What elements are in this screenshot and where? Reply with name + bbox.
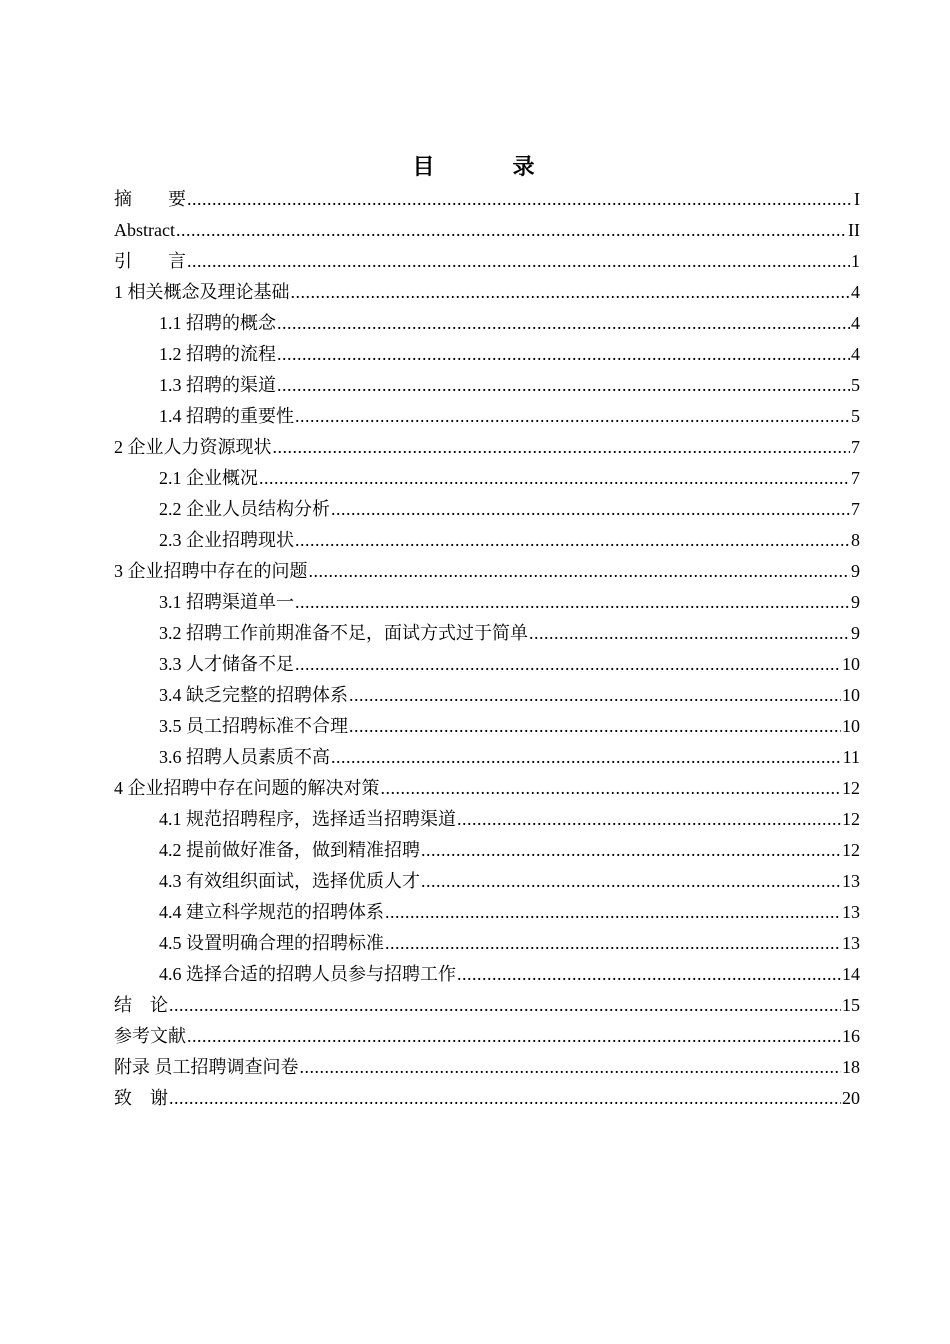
toc-dot-leader <box>385 928 841 959</box>
toc-entry-page-number: 13 <box>842 933 860 953</box>
toc-entry-label: 2.3 企业招聘现状 <box>159 530 294 550</box>
toc-entry[interactable] <box>114 339 860 370</box>
toc-entry[interactable] <box>114 866 860 897</box>
toc-entry[interactable] <box>114 184 860 215</box>
toc-entry-label: 1.2 招聘的流程 <box>159 344 276 364</box>
toc-entry-label: 3.3 人才储备不足 <box>159 654 294 674</box>
toc-entry[interactable] <box>114 804 860 835</box>
toc-dot-leader <box>187 184 853 215</box>
toc-entry-label: 结 论 <box>114 995 168 1015</box>
toc-entry-page-number: 1 <box>851 251 860 271</box>
toc-dot-leader <box>277 339 850 370</box>
toc-dot-leader <box>259 463 850 494</box>
toc-entry-label: 4.5 设置明确合理的招聘标准 <box>159 933 384 953</box>
toc-entry-page-number: 10 <box>842 654 860 674</box>
toc-entry-page-number: 9 <box>851 623 860 643</box>
toc-entry-page-number: 7 <box>851 468 860 488</box>
toc-entry-label: 2.1 企业概况 <box>159 468 258 488</box>
toc-dot-leader <box>300 1052 842 1083</box>
toc-entry[interactable] <box>114 1052 860 1083</box>
toc-entry-page-number: 7 <box>851 499 860 519</box>
table-of-contents <box>114 184 860 1114</box>
toc-entry-label: 附录 员工招聘调查问卷 <box>114 1057 299 1077</box>
toc-entry-label: 4.4 建立科学规范的招聘体系 <box>159 902 384 922</box>
toc-dot-leader <box>295 649 841 680</box>
toc-dot-leader <box>381 773 842 804</box>
toc-entry-page-number: 18 <box>842 1057 860 1077</box>
toc-entry-label: 2 企业人力资源现状 <box>114 437 272 457</box>
toc-dot-leader <box>331 494 850 525</box>
toc-dot-leader <box>277 370 850 401</box>
toc-entry[interactable] <box>114 773 860 804</box>
toc-entry[interactable] <box>114 463 860 494</box>
toc-entry[interactable] <box>114 432 860 463</box>
toc-dot-leader <box>295 525 850 556</box>
toc-entry[interactable] <box>114 587 860 618</box>
toc-entry[interactable] <box>114 1083 860 1114</box>
toc-dot-leader <box>295 401 850 432</box>
toc-entry-label: 参考文献 <box>114 1026 186 1046</box>
toc-dot-leader <box>176 215 847 246</box>
toc-title: 目 录 <box>412 155 563 180</box>
toc-entry-page-number: 13 <box>842 902 860 922</box>
toc-entry[interactable] <box>114 1021 860 1052</box>
toc-entry-page-number: 4 <box>851 313 860 333</box>
toc-entry-page-number: 9 <box>851 592 860 612</box>
toc-entry[interactable] <box>114 897 860 928</box>
toc-entry[interactable] <box>114 525 860 556</box>
toc-entry-label: 3.5 员工招聘标准不合理 <box>159 716 348 736</box>
toc-entry-label: 1 相关概念及理论基础 <box>114 282 290 302</box>
toc-entry-label: 4 企业招聘中存在问题的解决对策 <box>114 778 380 798</box>
toc-dot-leader <box>187 246 850 277</box>
toc-entry-label: 引 言 <box>114 251 186 271</box>
toc-dot-leader <box>291 277 851 308</box>
toc-entry-page-number: 5 <box>851 375 860 395</box>
toc-entry-label: 摘 要 <box>114 189 186 209</box>
toc-entry-label: Abstract <box>114 220 175 240</box>
toc-entry-label: 3.1 招聘渠道单一 <box>159 592 294 612</box>
toc-entry-page-number: I <box>854 189 860 209</box>
toc-entry[interactable] <box>114 556 860 587</box>
toc-entry[interactable] <box>114 959 860 990</box>
toc-dot-leader <box>349 711 841 742</box>
toc-dot-leader <box>273 432 851 463</box>
toc-entry-page-number: 12 <box>842 778 860 798</box>
toc-entry-page-number: 8 <box>851 530 860 550</box>
toc-entry-label: 3.6 招聘人员素质不高 <box>159 747 330 767</box>
toc-entry[interactable] <box>114 308 860 339</box>
toc-dot-leader <box>421 866 841 897</box>
toc-dot-leader <box>385 897 841 928</box>
toc-entry-page-number: II <box>848 220 860 240</box>
toc-dot-leader <box>277 308 850 339</box>
toc-dot-leader <box>295 587 850 618</box>
toc-entry[interactable] <box>114 680 860 711</box>
toc-entry-page-number: 20 <box>842 1088 860 1108</box>
toc-entry[interactable] <box>114 277 860 308</box>
toc-dot-leader <box>169 1083 841 1114</box>
toc-entry-label: 1.1 招聘的概念 <box>159 313 276 333</box>
toc-entry[interactable] <box>114 742 860 773</box>
toc-entry-page-number: 15 <box>842 995 860 1015</box>
toc-entry[interactable] <box>114 401 860 432</box>
toc-dot-leader <box>457 959 841 990</box>
toc-entry-label: 4.1 规范招聘程序，选择适当招聘渠道 <box>159 809 456 829</box>
toc-entry-page-number: 12 <box>842 840 860 860</box>
toc-entry[interactable] <box>114 370 860 401</box>
toc-entry-page-number: 10 <box>842 716 860 736</box>
toc-dot-leader <box>529 618 850 649</box>
toc-dot-leader <box>457 804 841 835</box>
toc-dot-leader <box>187 1021 841 1052</box>
toc-entry-label: 1.4 招聘的重要性 <box>159 406 294 426</box>
toc-entry[interactable] <box>114 649 860 680</box>
toc-dot-leader <box>331 742 842 773</box>
toc-entry-label: 3 企业招聘中存在的问题 <box>114 561 308 581</box>
toc-dot-leader <box>349 680 841 711</box>
toc-entry[interactable] <box>114 215 860 246</box>
toc-entry-label: 4.3 有效组织面试，选择优质人才 <box>159 871 420 891</box>
toc-entry[interactable] <box>114 835 860 866</box>
toc-entry[interactable] <box>114 246 860 277</box>
toc-entry-label: 4.2 提前做好准备，做到精准招聘 <box>159 840 420 860</box>
toc-entry-page-number: 11 <box>842 747 860 767</box>
toc-entry-page-number: 12 <box>842 809 860 829</box>
toc-entry-label: 2.2 企业人员结构分析 <box>159 499 330 519</box>
toc-entry-label: 1.3 招聘的渠道 <box>159 375 276 395</box>
toc-entry-page-number: 16 <box>842 1026 860 1046</box>
toc-entry-label: 3.4 缺乏完整的招聘体系 <box>159 685 348 705</box>
toc-entry-label: 致 谢 <box>114 1088 168 1108</box>
toc-entry[interactable] <box>114 618 860 649</box>
toc-entry-page-number: 4 <box>851 282 860 302</box>
toc-entry[interactable] <box>114 494 860 525</box>
toc-entry[interactable] <box>114 990 860 1021</box>
toc-dot-leader <box>309 556 851 587</box>
toc-dot-leader <box>421 835 841 866</box>
toc-entry-page-number: 7 <box>851 437 860 457</box>
toc-entry[interactable] <box>114 928 860 959</box>
toc-entry-page-number: 10 <box>842 685 860 705</box>
toc-entry-page-number: 14 <box>842 964 860 984</box>
toc-entry-page-number: 9 <box>851 561 860 581</box>
toc-entry-label: 3.2 招聘工作前期准备不足，面试方式过于简单 <box>159 623 528 643</box>
toc-entry-page-number: 13 <box>842 871 860 891</box>
toc-entry-page-number: 4 <box>851 344 860 364</box>
toc-entry-page-number: 5 <box>851 406 860 426</box>
toc-entry[interactable] <box>114 711 860 742</box>
toc-dot-leader <box>169 990 841 1021</box>
toc-entry-label: 4.6 选择合适的招聘人员参与招聘工作 <box>159 964 456 984</box>
